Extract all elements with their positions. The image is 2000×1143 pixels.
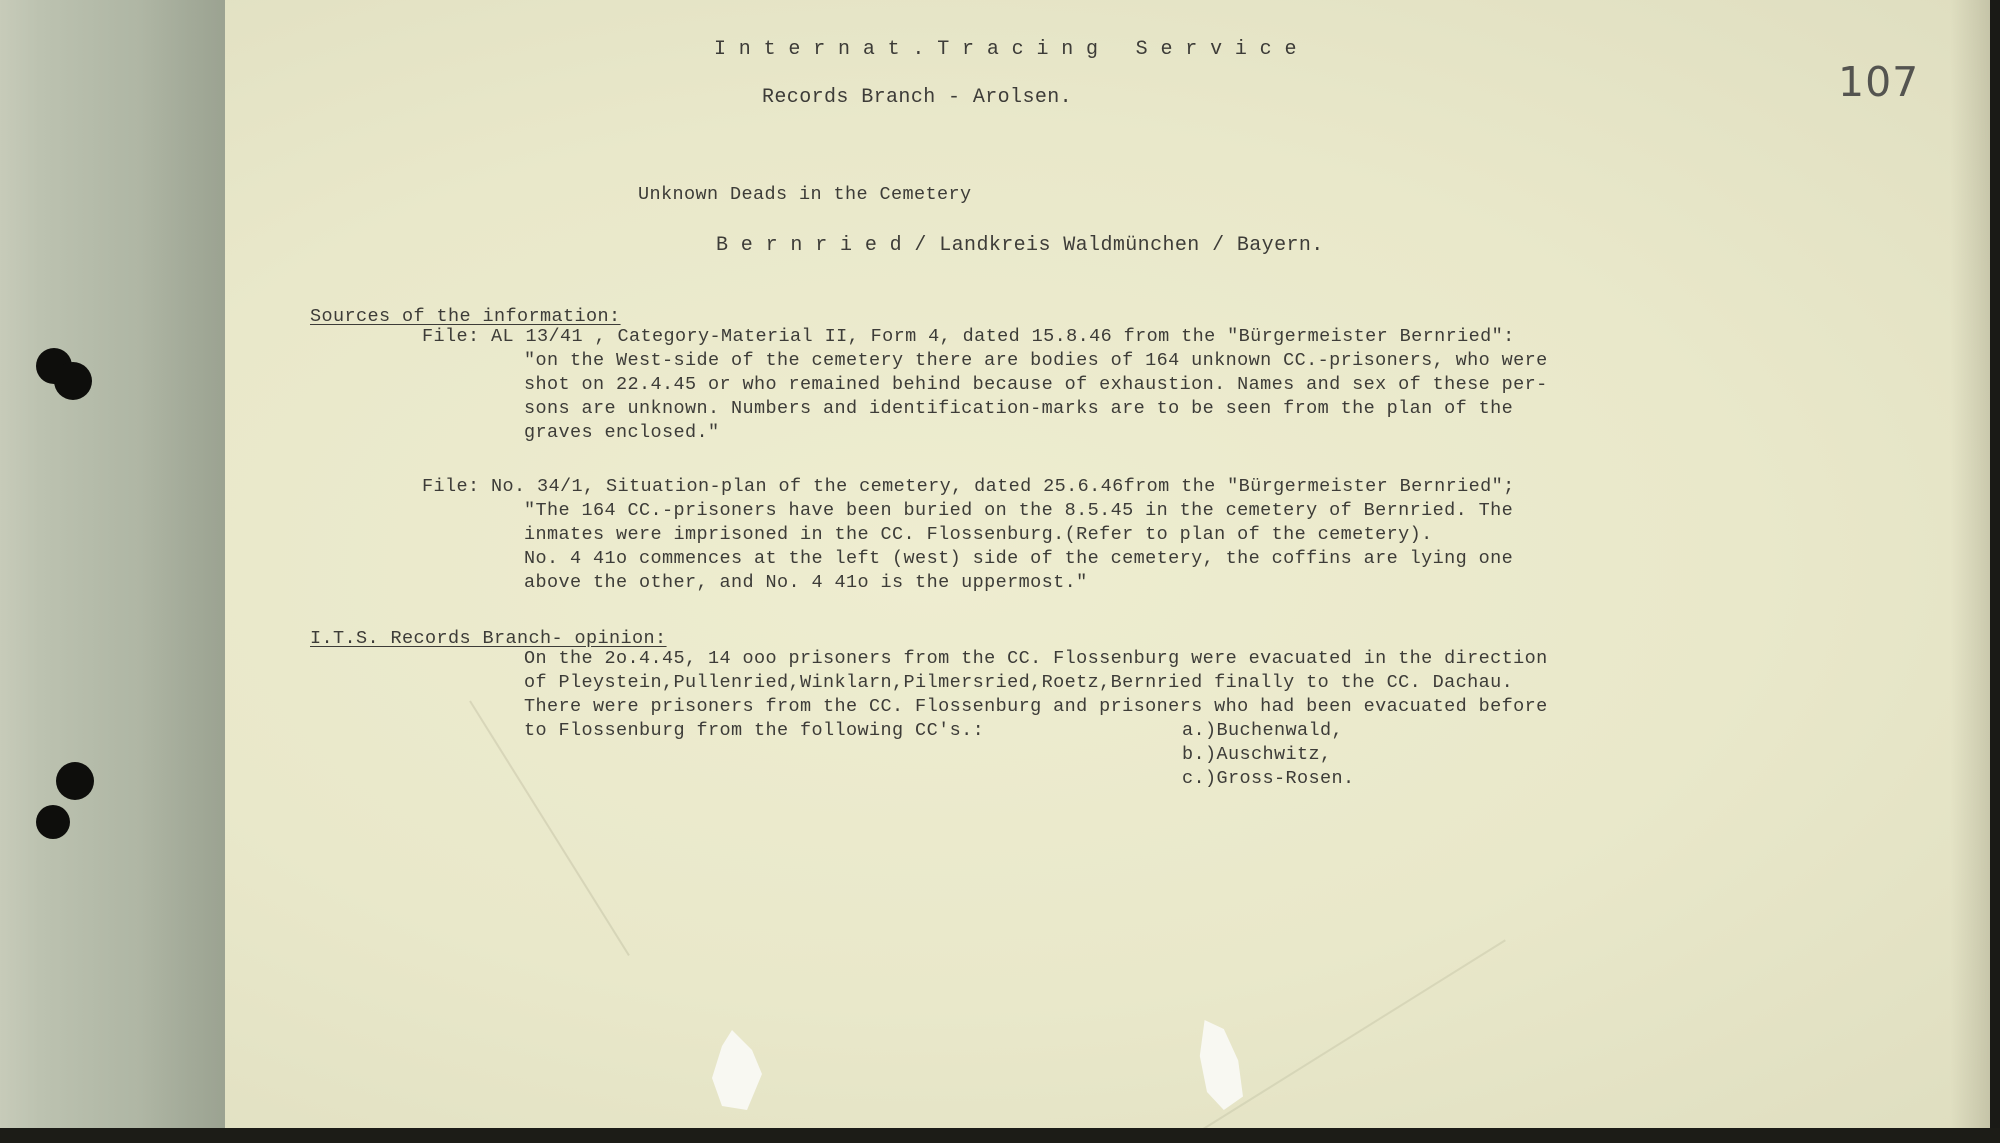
file1-line: graves enclosed." (524, 422, 720, 443)
file2-line: inmates were imprisoned in the CC. Flossenburg.(Refer to plan of the cemetery). (524, 524, 1433, 545)
file1-line: sons are unknown. Numbers and identification-marks are to be seen from the plan of the (524, 398, 1514, 419)
document-subtitle: B e r n r i e d / Landkreis Waldmünchen / Bayern. (716, 234, 1324, 257)
camp-list-item: b.)Auschwitz, (1182, 744, 1332, 765)
camp-list-item: c.)Gross-Rosen. (1182, 768, 1355, 789)
sources-heading: Sources of the information: (310, 306, 621, 327)
file2-line: "The 164 CC.-prisoners have been buried on the 8.5.45 in the cemetery of Bernried. The (524, 500, 1514, 521)
punch-hole (56, 762, 94, 800)
file2-line: above the other, and No. 4 41o is the uppermost." (524, 572, 1088, 593)
letterhead-branch: Records Branch - Arolsen. (762, 86, 1073, 109)
scan-bottom-edge (0, 1128, 2000, 1143)
file2-line: No. 4 41o commences at the left (west) side of the cemetery, the coffins are lying one (524, 548, 1514, 569)
file1-line: File: AL 13/41 , Category-Material II, Form 4, dated 15.8.46 from the "Bürgermeister Bernried": (422, 326, 1515, 347)
letterhead-organization: I n t e r n a t . T r a c i n g S e r v i c e (714, 38, 1297, 61)
opinion-line: On the 2o.4.45, 14 ooo prisoners from the CC. Flossenburg were evacuated in the direction (524, 648, 1548, 669)
file1-line: "on the West-side of the cemetery there are bodies of 164 unknown CC.-prisoners, who were (524, 350, 1548, 371)
page-edge-shading (1950, 0, 1990, 1130)
file2-line: File: No. 34/1, Situation-plan of the cemetery, dated 25.6.46from the "Bürgermeister Bernried"; (422, 476, 1515, 497)
camp-list-item: a.)Buchenwald, (1182, 720, 1344, 741)
binder-shadow (138, 0, 225, 1143)
page-number: 107 (1838, 58, 1920, 106)
opinion-heading: I.T.S. Records Branch- opinion: (310, 628, 667, 649)
punch-hole (54, 362, 92, 400)
opinion-line: There were prisoners from the CC. Flossenburg and prisoners who had been evacuated before (524, 696, 1548, 717)
file1-line: shot on 22.4.45 or who remained behind because of exhaustion. Names and sex of these per- (524, 374, 1548, 395)
opinion-line: of Pleystein,Pullenried,Winklarn,Pilmersried,Roetz,Bernried finally to the CC. Dachau. (524, 672, 1514, 693)
punch-hole (36, 805, 70, 839)
document-title: Unknown Deads in the Cemetery (638, 184, 972, 205)
opinion-line: to Flossenburg from the following CC's.: (524, 720, 985, 741)
